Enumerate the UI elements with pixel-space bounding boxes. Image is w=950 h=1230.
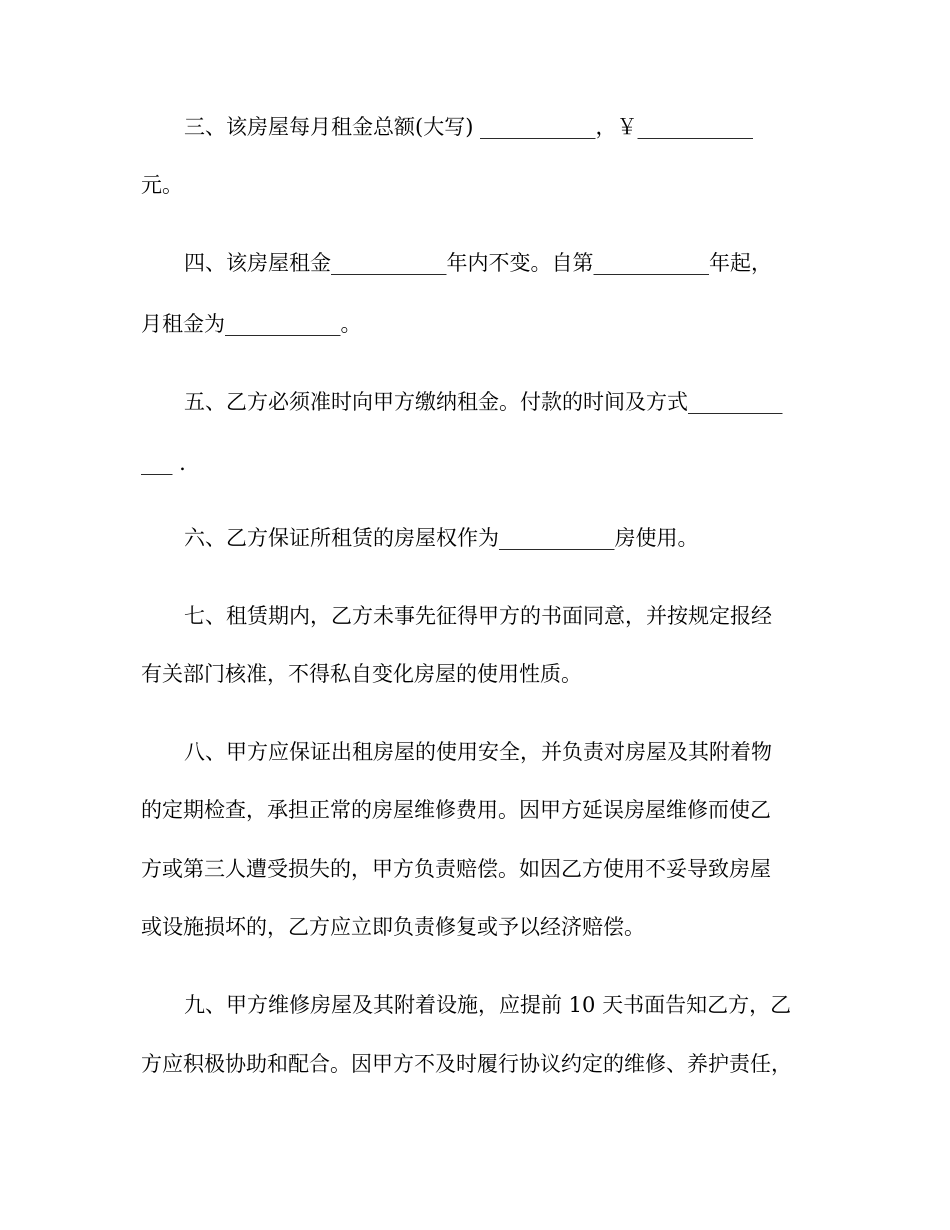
clause-5-line-1: 五、乙方必须准时向甲方缴纳租金。付款的时间及方式_________ [184,390,783,414]
clause-8-line-2: 的定期检查，承担正常的房屋维修费用。因甲方延误房屋维修而使乙 [141,798,771,822]
clause-8-line-1: 八、甲方应保证出租房屋的使用安全，并负责对房屋及其附着物 [184,740,772,764]
clause-4-line-2: 月租金为___________。 [141,312,362,336]
clause-9-line-1: 九、甲方维修房屋及其附着设施，应提前 10 天书面告知乙方，乙 [184,993,792,1017]
clause-7-line-1: 七、租赁期内，乙方未事先征得甲方的书面同意，并按规定报经 [184,604,772,628]
clause-8-line-3: 方或第三人遭受损失的，甲方负责赔偿。如因乙方使用不妥导致房屋 [141,857,771,881]
clause-9-line-2: 方应积极协助和配合。因甲方不及时履行协议约定的维修、养护责任， [141,1052,792,1076]
clause-7-line-2: 有关部门核准，不得私自变化房屋的使用性质。 [141,662,582,686]
clause-4-line-1: 四、该房屋租金___________年内不变。自第___________年起， [184,251,772,275]
clause-5-line-2: ___ . [141,451,186,475]
clause-3-line-2: 元。 [141,173,183,197]
clause-6-line-1: 六、乙方保证所租赁的房屋权作为___________房使用。 [184,526,699,550]
clause-8-line-4: 或设施损坏的，乙方应立即负责修复或予以经济赔偿。 [141,915,645,939]
clause-3-line-1: 三、该房屋每月租金总额(大写) ___________，￥___________ [184,115,754,139]
